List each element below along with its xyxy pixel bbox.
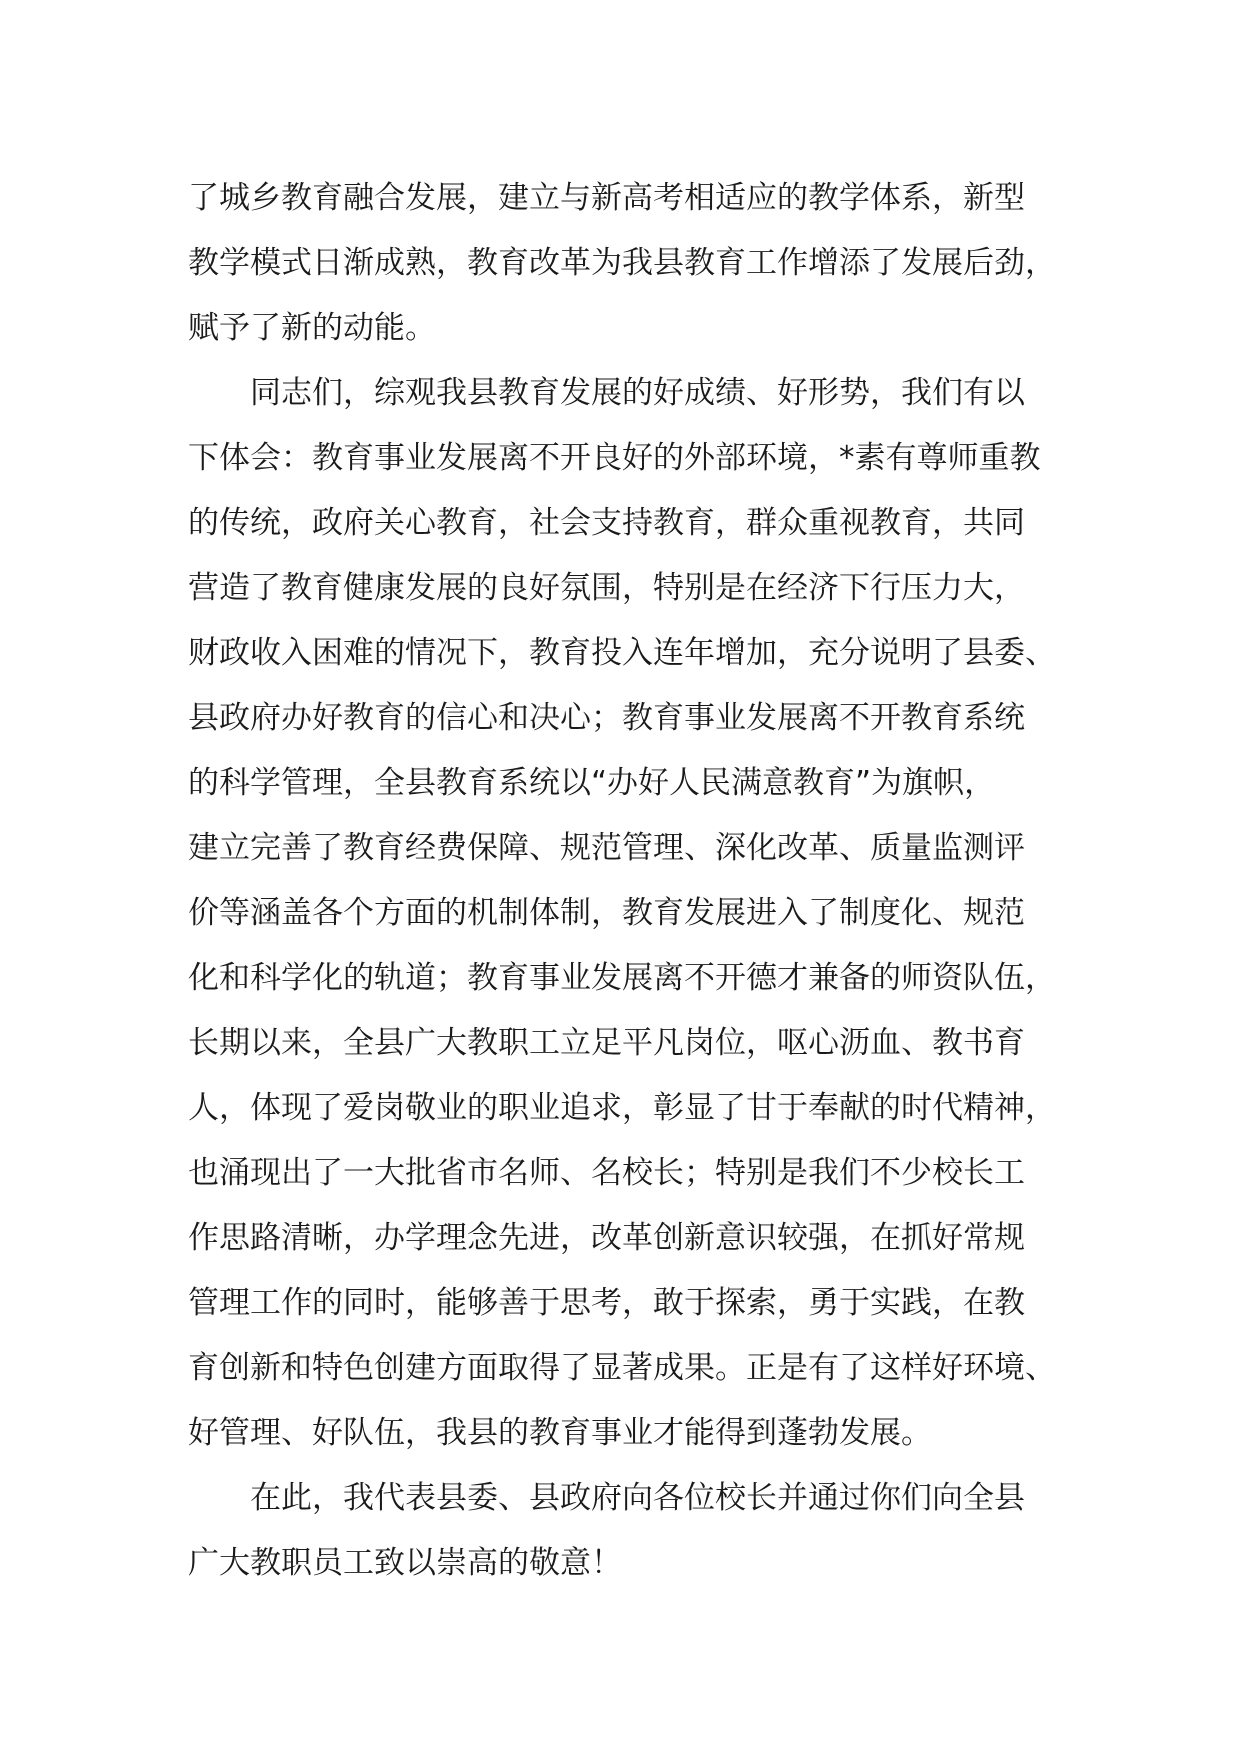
paragraph-2 [188, 361, 1088, 1466]
text-line: 人，体现了爱岗敬业的职业追求，彰显了甘于奉献的时代精神， [188, 1090, 1056, 1126]
paragraph-1 [188, 166, 1088, 361]
text-line: 管理工作的同时，能够善于思考，敢于探索，勇于实践，在教 [188, 1285, 1025, 1321]
body-text [188, 166, 1088, 1596]
text-line: 县政府办好教育的信心和决心；教育事业发展离不开教育系统 [188, 700, 1025, 736]
text-line: 广大教职员工致以崇高的敬意！ [188, 1545, 622, 1581]
text-line: 同志们，综观我县教育发展的好成绩、好形势，我们有以 [250, 375, 1025, 411]
text-line: 也涌现出了一大批省市名师、名校长；特别是我们不少校长工 [188, 1155, 1025, 1191]
text-line: 建立完善了教育经费保障、规范管理、深化改革、质量监测评 [188, 830, 1025, 866]
text-line: 下体会：教育事业发展离不开良好的外部环境，*素有尊师重教 [188, 440, 1041, 476]
text-line: 作思路清晰，办学理念先进，改革创新意识较强，在抓好常规 [188, 1220, 1025, 1256]
text-line: 育创新和特色创建方面取得了显著成果。正是有了这样好环境、 [188, 1350, 1056, 1386]
text-line: 价等涵盖各个方面的机制体制，教育发展进入了制度化、规范 [188, 895, 1025, 931]
text-line: 化和科学化的轨道；教育事业发展离不开德才兼备的师资队伍， [188, 960, 1056, 996]
text-line: 长期以来，全县广大教职工立足平凡岗位，呕心沥血、教书育 [188, 1025, 1025, 1061]
text-line: 在此，我代表县委、县政府向各位校长并通过你们向全县 [250, 1480, 1025, 1516]
text-line: 财政收入困难的情况下，教育投入连年增加，充分说明了县委、 [188, 635, 1056, 671]
paragraph-3 [188, 1466, 1088, 1596]
text-line: 的科学管理，全县教育系统以“办好人民满意教育”为旗帜， [188, 765, 996, 801]
text-line: 了城乡教育融合发展，建立与新高考相适应的教学体系，新型 [188, 180, 1025, 216]
text-line: 的传统，政府关心教育，社会支持教育，群众重视教育，共同 [188, 505, 1025, 541]
text-line: 营造了教育健康发展的良好氛围，特别是在经济下行压力大， [188, 570, 1025, 606]
text-line: 教学模式日渐成熟，教育改革为我县教育工作增添了发展后劲， [188, 245, 1056, 281]
text-line: 赋予了新的动能。 [188, 310, 436, 346]
text-line: 好管理、好队伍，我县的教育事业才能得到蓬勃发展。 [188, 1415, 932, 1451]
